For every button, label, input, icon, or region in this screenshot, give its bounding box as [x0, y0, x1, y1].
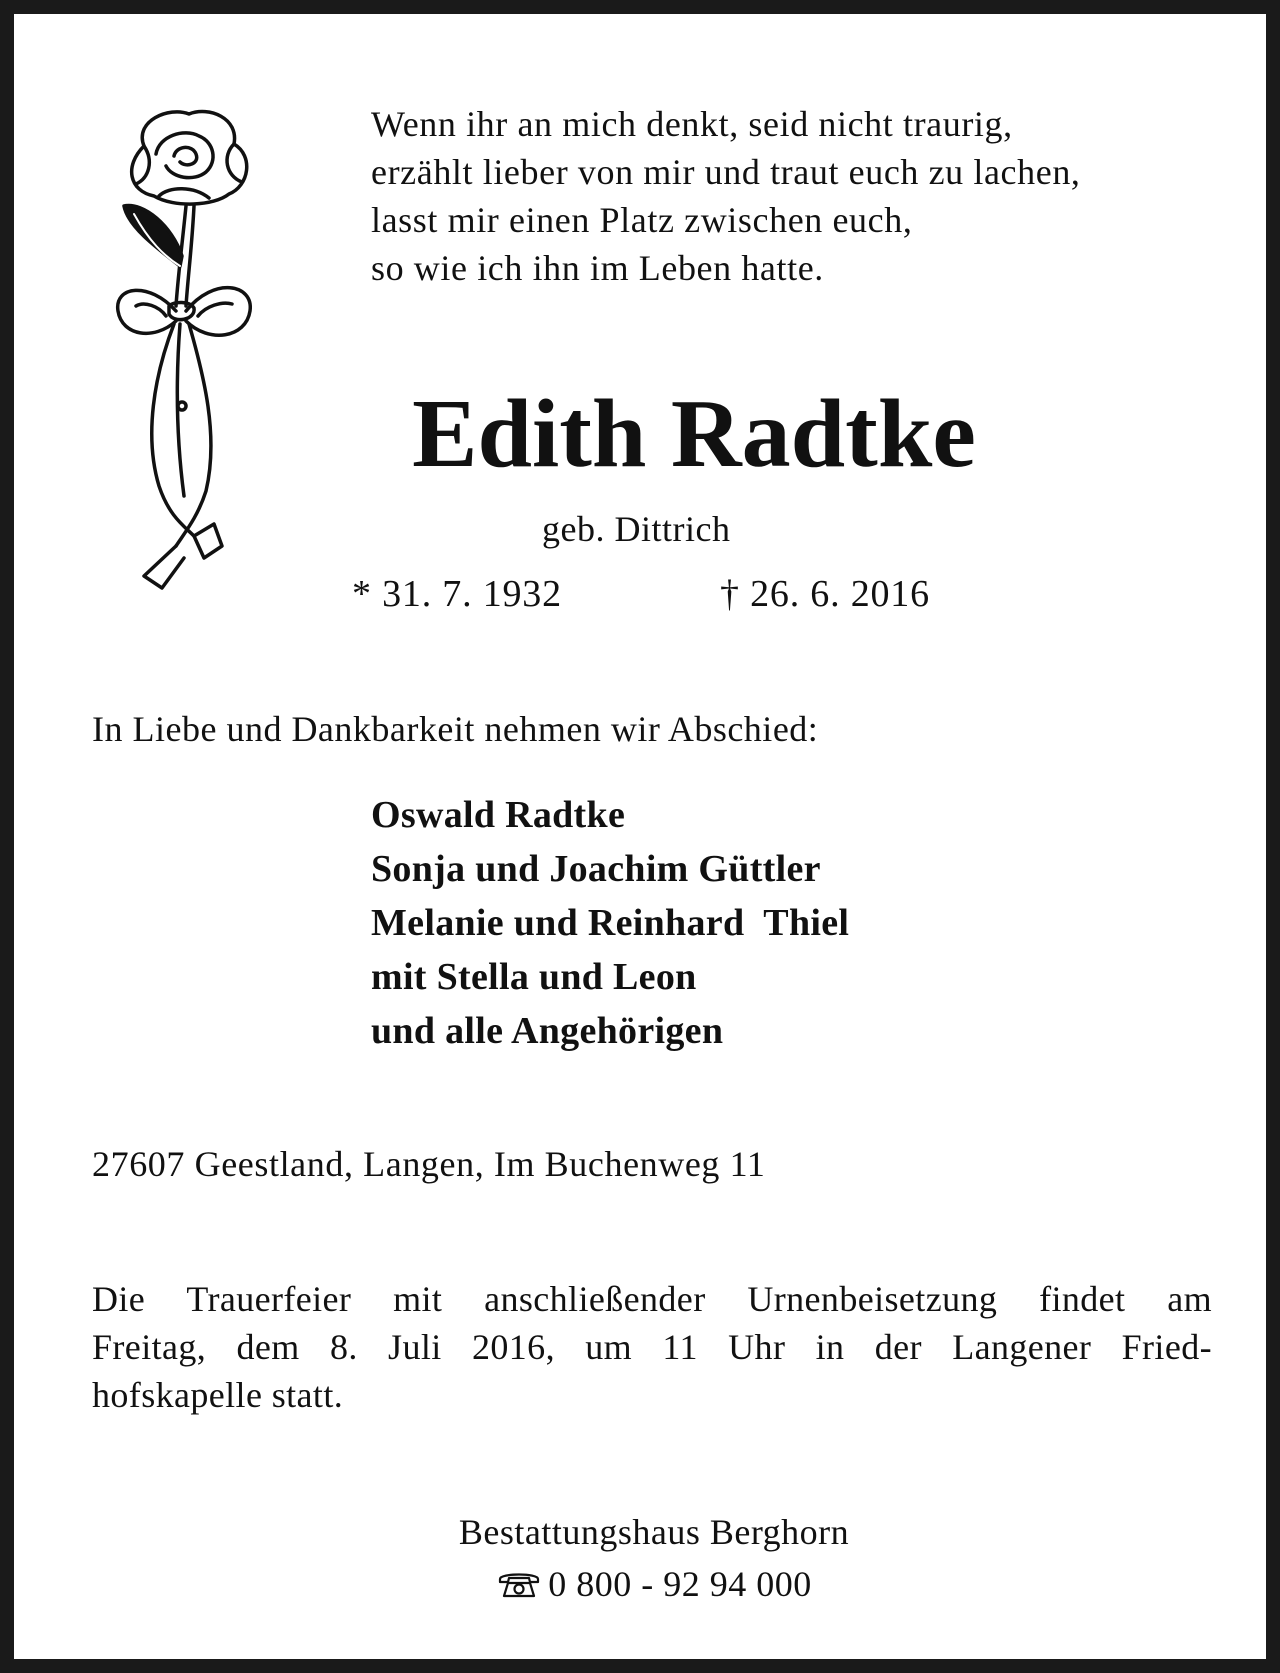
mourner-line: Oswald Radtke [371, 794, 626, 836]
birth-date: * 31. 7. 1932 [352, 573, 562, 615]
undertaker-block [14, 1506, 1280, 1610]
mourner-line: Melanie und Reinhard Thiel [371, 902, 850, 944]
mourner-line: mit Stella und Leon [371, 956, 697, 998]
deceased-name: Edith Radtke [412, 380, 976, 488]
ceremony-line: hofskapelle statt. [92, 1375, 344, 1415]
mourners-list [371, 788, 849, 1058]
poem-line: so wie ich ihn im Leben hatte. [371, 248, 824, 288]
mourner-line: Sonja und Joachim Güttler [371, 848, 821, 890]
poem [371, 100, 1081, 292]
mourner-line: und alle Angehörigen [371, 1010, 724, 1052]
telephone-icon [496, 1569, 542, 1599]
undertaker-name: Bestattungshaus Berghorn [458, 1512, 850, 1552]
farewell-text: In Liebe und Dankbarkeit nehmen wir Abschied: [92, 709, 819, 749]
ceremony-line: Die Trauerfeier mit anschließender Urnenbeisetzung findet am [92, 1279, 1212, 1319]
ceremony-line: Freitag, dem 8. Juli 2016, um 11 Uhr in der Langener Fried- [92, 1327, 1212, 1367]
address: 27607 Geestland, Langen, Im Buchenweg 11 [92, 1144, 766, 1184]
poem-line: erzählt lieber von mir und traut euch zu lachen, [371, 152, 1081, 192]
poem-line: Wenn ihr an mich denkt, seid nicht traurig, [371, 104, 1013, 144]
ceremony-notice [92, 1275, 1212, 1419]
undertaker-phone-line [14, 1558, 1280, 1610]
undertaker-phone[interactable]: 0 800 - 92 94 000 [548, 1564, 812, 1604]
death-date: † 26. 6. 2016 [720, 573, 930, 615]
maiden-name: geb. Dittrich [542, 509, 731, 549]
poem-line: lasst mir einen Platz zwischen euch, [371, 200, 913, 240]
rose-icon [114, 106, 264, 606]
